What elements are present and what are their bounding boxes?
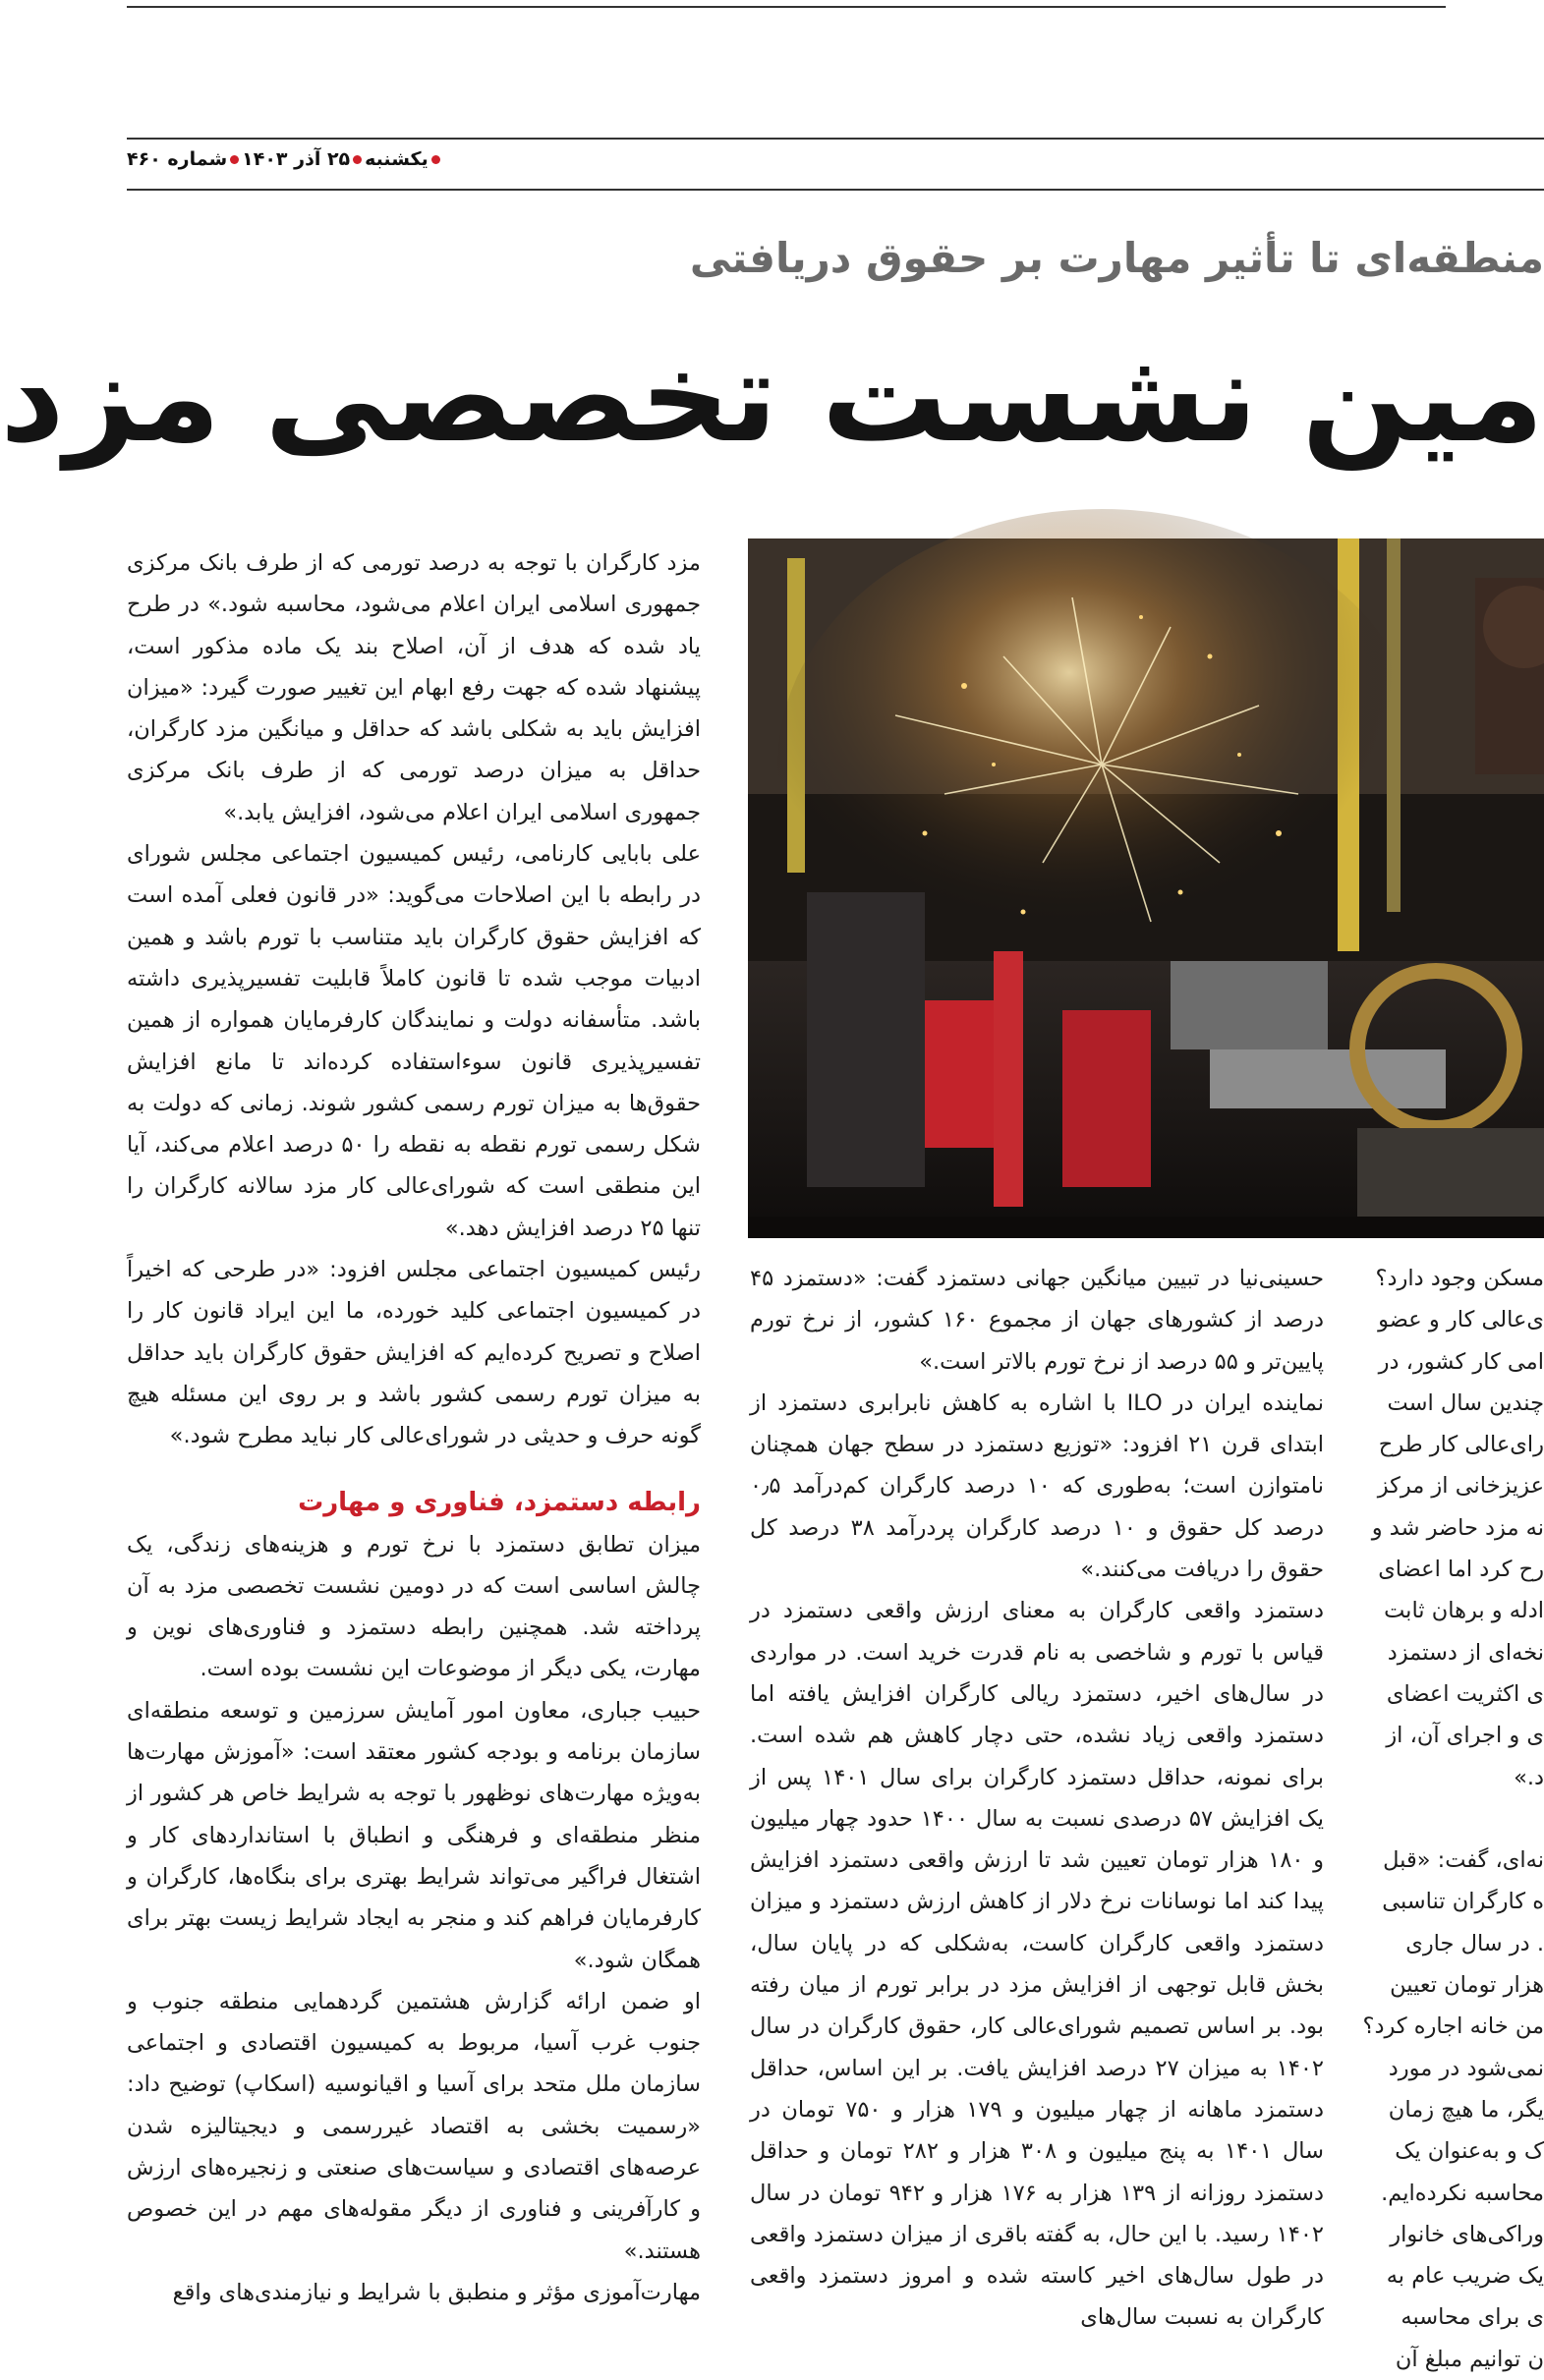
column-line: ی برای محاسبه xyxy=(1401,2304,1544,2331)
bullet-dot-icon xyxy=(431,155,440,164)
column-line: هزار تومان تعیین xyxy=(1390,1972,1544,1999)
column-line: نخه‌ای از دستمزد xyxy=(1387,1639,1544,1666)
article-column-middle xyxy=(750,1258,1324,2339)
column-line xyxy=(1373,1798,1544,1840)
column-line: محاسبه نکرده‌ایم. xyxy=(1381,2180,1544,2206)
paragraph: علی بابایی کارنامی، رئیس کمیسیون اجتماعی مجلس شورای در رابطه با این اصلاحات می‌گوید: «در قانون فعلی آمده است که افزایش حقوق کارگران باید متناسب با تورم باشد و همین ادبیات موجب شده تا قانون کاملاً قابلیت تفسیرپذیری داشته باشد. متأسفانه دولت و نمایندگان کارفرمایان همواره از همین تفسیرپذیری قانون سوءاستفاده کرده‌اند تا مانع افزایش حقوق‌ها به میزان تورم رسمی کشور شوند. زمانی که دولت به شکل رسمی تورم نقطه به نقطه را ۵۰ درصد اعلام می‌کند، آیا این منطقی است که شورای‌عالی کار مزد سالانه کارگران را تنها ۲۵ درصد افزایش دهد.» xyxy=(127,841,701,1241)
column-line: رح کرد اما اعضای xyxy=(1378,1557,1544,1583)
column-line: ی اکثریت اعضای xyxy=(1386,1680,1544,1707)
column-line: ه کارگران تناسبی xyxy=(1382,1889,1544,1915)
paragraph: نماینده ایران در ILO با اشاره به کاهش نابرابری دستمزد از ابتدای قرن ۲۱ افزود: «توزیع دستمزد در سطح جهان همچنان نامتوازن است؛ به‌طوری که ۱۰ درصد کارگران کم‌درآمد ۰٫۵ درصد کل حقوق و ۱۰ درصد کارگران پردرآمد ۳۸ درصد کل حقوق را دریافت می‌کنند.» xyxy=(750,1389,1325,1583)
column-line: ک و به‌عنوان یک xyxy=(1395,2138,1544,2165)
column-line: چندین سال است xyxy=(1387,1389,1544,1416)
issue-number: شماره ۴۶۰ xyxy=(127,148,228,170)
bullet-dot-icon xyxy=(353,155,362,164)
day-label: یکشنبه xyxy=(365,148,429,170)
column-line: د.» xyxy=(1514,1764,1544,1790)
page-header xyxy=(127,138,1544,191)
date-label: ۲۵ آذر ۱۴۰۳ xyxy=(242,148,351,170)
column-line: ی و اجرای آن، از xyxy=(1386,1723,1544,1749)
column-line: عزیزخانی از مرکز xyxy=(1377,1473,1544,1500)
paragraph: رئیس کمیسیون اجتماعی مجلس افزود: «در طرحی که اخیراً در کمیسیون اجتماعی کلید خورده، ما این ایراد قانون کار را اصلاح و تصریح کرده‌ایم که افزایش حقوق کارگران باید حداقل به میزان تورم رسمی کشور باشد و بر روی این مسئله هیچ گونه حرف و حدیثی در شورای‌عالی کار نباید مطرح شود.» xyxy=(127,1257,701,1449)
column-line: ن توانیم مبلغ آن xyxy=(1395,2346,1544,2372)
paragraph: او ضمن ارائه گزارش هشتمین گردهمایی منطقه جنوب و جنوب غرب آسیا، مربوط به کمیسیون اقتصادی و اجتماعی سازمان ملل متحد برای آسیا و اقیانوسیه (اسکاپ) توضیح داد: «رسمیت بخشی به اقتصاد غیررسمی و دیجیتالیزه شدن عرصه‌های اقتصادی و سیاست‌های صنعتی و زنجیره‌های ارزش و کارآفرینی و فناوری از دیگر مقوله‌های مهم در این خصوص هستند.» xyxy=(127,1988,701,2264)
article-column-left xyxy=(127,542,701,2313)
paragraph: مزد کارگران با توجه به درصد تورمی که از طرف بانک مرکزی جمهوری اسلامی ایران اعلام می‌شود، محاسبه شود.» در طرح یاد شده که هدف از آن، اصلاح بند یک ماده مذکور است، پیشنهاد شده که جهت رفع ابهام این تغییر صورت گیرد: «میزان افزایش باید به شکلی باشد که حداقل و میانگین مزد کارگران، حداقل به میزان درصد تورمی که از طرف بانک مرکزی جمهوری اسلامی ایران اعلام می‌شود، افزایش یابد.» xyxy=(127,550,701,825)
column-line: . در سال جاری xyxy=(1405,1930,1544,1956)
factory-photo-illustration xyxy=(748,538,1544,1238)
column-line: من خانه اجاره کرد؟ xyxy=(1362,2013,1544,2040)
paragraph: میزان تطابق دستمزد با نرخ تورم و هزینه‌های زندگی، یک چالش اساسی است که در دومین نشست تخصصی مزد به آن پرداخته شد. همچنین رابطه دستمزد و فناوری‌های نوین و مهارت، یکی دیگر از موضوعات این نشست بوده است. xyxy=(127,1531,701,1682)
column-line: ی‌عالی کار و عضو xyxy=(1378,1307,1544,1333)
article-kicker: منطقه‌ای تا تأثیر مهارت بر حقوق دریافتی xyxy=(689,234,1544,282)
paragraph: حبیب جباری، معاون امور آمایش سرزمین و توسعه منطقه‌ای سازمان برنامه و بودجه کشور معتقد است: «آموزش مهارت‌ها به‌ویژه مهارت‌های نوظهور با توجه به شرایط خاص هر کشور از منظر منطقه‌ای و فرهنگی و انطباق با استانداردهای کار و اشتغال فراگیر می‌تواند شرایط بهتری برای بنگاه‌ها، کارگران و کارفرمایان فراهم کند و منجر به ایجاد شرایط زیست بهتر برای همگان شود.» xyxy=(127,1697,701,1973)
factory-welding-photo xyxy=(748,538,1544,1238)
column-line: امی کار کشور، در xyxy=(1378,1348,1544,1375)
column-line: ادله و برهان ثابت xyxy=(1384,1598,1544,1624)
section-subhead: رابطه دستمزد، فناوری و مهارت xyxy=(298,1487,701,1517)
column-line: نه مزد حاضر شد و xyxy=(1371,1514,1544,1541)
article-column-right xyxy=(1362,1258,1544,2372)
column-line: رای‌عالی کار طرح xyxy=(1378,1432,1544,1458)
column-line: مسکن وجود دارد؟ xyxy=(1375,1266,1544,1291)
paragraph: دستمزد واقعی کارگران به معنای ارزش واقعی دستمزد در قیاس با تورم و شاخصی به نام قدرت خرید است. در مواردی در سال‌های اخیر، دستمزد ریالی کارگران افزایش یافته اما دستمزد واقعی زیاد نشده، حتی دچار کاهش هم شده است. برای نمونه، حداقل دستمزد کارگران برای سال ۱۴۰۱ پس از یک افزایش ۵۷ درصدی نسبت به سال ۱۴۰۰ حدود چهار میلیون و ۱۸۰ هزار تومان تعیین شد تا ارزش واقعی دستمزد افزایش پیدا کند اما نوسانات نرخ دلار از کاهش ارزش دستمزد و میزان دستمزد واقعی کارگران کاست، به‌شکلی که در پایان سال، بخش قابل توجهی از افزایش مزد در برابر تورم از میان رفته بود. بر اساس تصمیم شورای‌عالی کار، حقوق کارگران در سال ۱۴۰۲ به میزان ۲۷ درصد افزایش یافت. بر این اساس، حداقل دستمزد ماهانه از چهار میلیون و ۱۷۹ هزار و ۷۵۰ تومان در سال ۱۴۰۱ به پنج میلیون و ۳۰۸ هزار و ۲۸۲ تومان و حداقل دستمزد روزانه از ۱۳۹ هزار به ۱۷۶ هزار و ۹۴۲ تومان در سال ۱۴۰۲ رسید. با این حال، به گفته باقری از میزان دستمزد واقعی در طول سال‌های اخیر کاسته شده و امروز دستمزد واقعی کارگران به نسبت سال‌های xyxy=(750,1598,1325,2331)
paragraph: حسینی‌نیا در تبیین میانگین جهانی دستمزد گفت: «دستمزد ۴۵ درصد از کشورهای جهان از مجموع ۱۶۰ کشور، از نرخ تورم پایین‌تر و ۵۵ درصد از نرخ تورم بالاتر است.» xyxy=(750,1266,1324,1375)
dateline xyxy=(127,148,443,170)
top-rule xyxy=(127,6,1446,8)
article-headline: مین نشست تخصصی مزد xyxy=(0,324,1544,471)
column-line: یگر، ما هیچ زمان xyxy=(1388,2096,1544,2123)
column-line: یک ضریب عام به xyxy=(1386,2263,1544,2290)
paragraph: مهارت‌آموزی مؤثر و منطبق با شرایط و نیازمندی‌های واقع xyxy=(172,2279,701,2305)
bullet-dot-icon xyxy=(230,155,239,164)
column-line: نه‌ای، گفت: «قبل xyxy=(1383,1847,1544,1874)
column-line: وراکی‌های خانوار xyxy=(1390,2221,1544,2247)
column-line: نمی‌شود در مورد xyxy=(1388,2055,1544,2081)
